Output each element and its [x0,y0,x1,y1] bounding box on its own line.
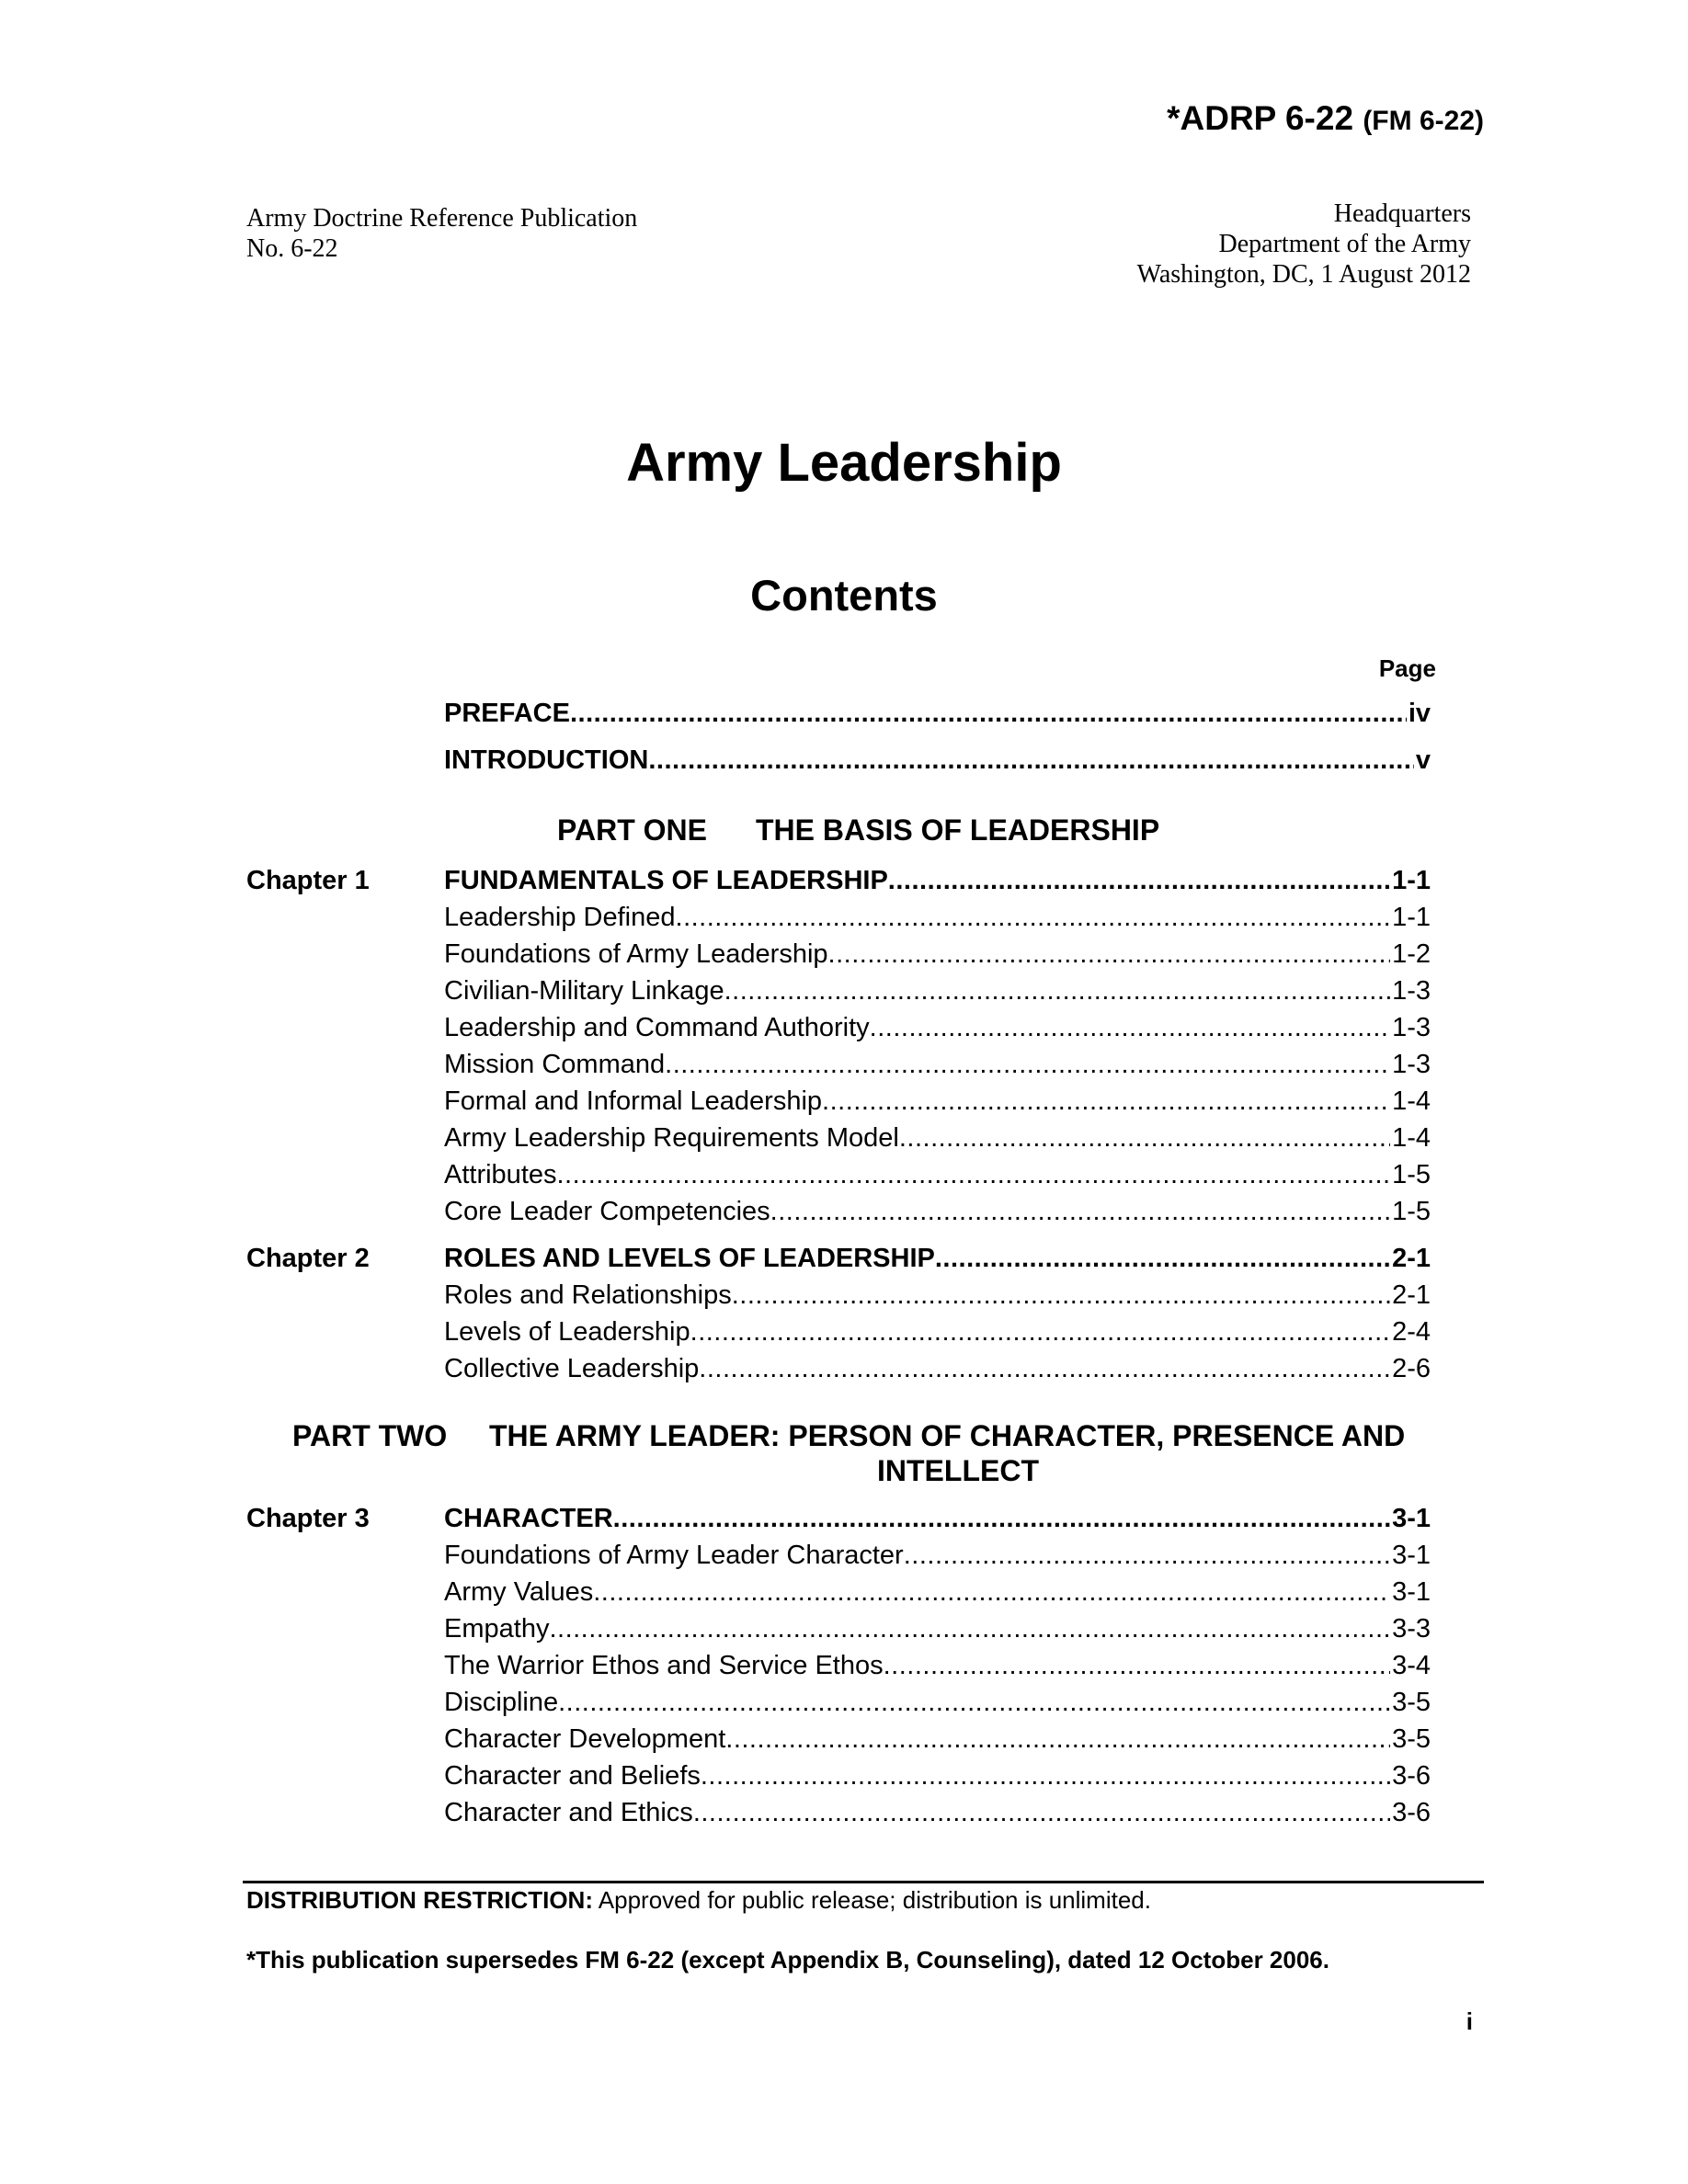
toc-entry-label: Core Leader Competencies [444,1197,770,1226]
headquarters-block [1137,199,1471,290]
toc-entry[interactable] [444,1686,1431,1719]
toc-entry[interactable] [444,1612,1431,1645]
toc-entry-label: Character and Beliefs [444,1761,701,1791]
part-two-title-line-1: THE ARMY LEADER: PERSON OF CHARACTER, PRESENCE AND [489,1419,1406,1452]
toc-entry[interactable] [444,1759,1431,1792]
toc-entry[interactable] [444,901,1431,934]
toc-leader-dots [724,974,1390,1007]
page-title: Army Leadership [626,433,1062,493]
contents-heading: Contents [750,571,938,620]
toc-entry[interactable] [444,1085,1431,1118]
toc-leader-dots [557,1158,1391,1191]
toc-entry-page: 3-5 [1392,1688,1431,1717]
part-two-title-line-2: INTELLECT [877,1454,1039,1487]
toc-entry-page: 1-3 [1392,1013,1431,1042]
part-one-number: PART ONE [557,813,707,847]
page-number: i [1466,2008,1473,2035]
toc-leader-dots [648,744,1414,777]
toc-entry-label: ROLES AND LEVELS OF LEADERSHIP [444,1244,935,1273]
toc-entry-page: 2-1 [1392,1244,1431,1273]
toc-entry[interactable] [444,1352,1431,1385]
toc-entry-label: Collective Leadership [444,1354,700,1383]
toc-entry[interactable] [444,1723,1431,1756]
toc-entry-label: Leadership and Command Authority [444,1013,870,1042]
footer-divider [243,1881,1484,1883]
toc-leader-dots [870,1011,1390,1044]
toc-leader-dots [884,1649,1390,1682]
toc-entry-label: Civilian-Military Linkage [444,976,724,1006]
toc-leader-dots [558,1686,1390,1719]
publication-number: No. 6-22 [246,234,338,263]
toc-entry-label: Levels of Leadership [444,1317,690,1347]
toc-leader-dots [549,1612,1390,1645]
hq-line-2: Department of the Army [1218,230,1471,258]
toc-entry-label: Roles and Relationships [444,1280,732,1310]
part-two-number: PART TWO [292,1419,448,1452]
publication-block [246,203,637,264]
toc-leader-dots [690,1315,1390,1348]
toc-leader-dots [888,864,1390,897]
distribution-label: DISTRIBUTION RESTRICTION: [246,1886,593,1914]
toc-entry-label: PREFACE [444,699,570,728]
toc-entry-page: 2-1 [1392,1280,1431,1310]
toc-entry[interactable] [444,1048,1431,1081]
toc-leader-dots [822,1085,1390,1118]
publication-title: Army Doctrine Reference Publication [246,204,638,233]
toc-entry-page: 3-1 [1392,1577,1431,1607]
toc-leader-dots [935,1242,1390,1275]
toc-entry-introduction[interactable] [444,744,1431,777]
toc-chapter-1[interactable] [444,864,1431,897]
toc-entry[interactable] [444,1121,1431,1155]
toc-entry-page: 3-6 [1392,1798,1431,1827]
toc-leader-dots [701,1759,1390,1792]
toc-entry-page: iv [1408,699,1431,728]
toc-leader-dots [725,1723,1390,1756]
document-number [1167,99,1484,138]
toc-entry-label: Discipline [444,1688,559,1717]
toc-leader-dots [613,1502,1390,1535]
toc-entry-label: Army Leadership Requirements Model [444,1123,899,1153]
toc-leader-dots [699,1352,1390,1385]
toc-entry[interactable] [444,1315,1431,1348]
doc-superseded-number: (FM 6-22) [1363,106,1484,136]
toc-entry[interactable] [444,1011,1431,1044]
toc-entry[interactable] [444,1195,1431,1228]
toc-entry-label: INTRODUCTION [444,745,649,775]
toc-leader-dots [676,901,1391,934]
toc-entry-label: Army Values [444,1577,594,1607]
toc-entry[interactable] [444,1158,1431,1191]
toc-entry-page: 1-2 [1392,939,1431,969]
toc-leader-dots [570,697,1407,730]
toc-entry-label: Foundations of Army Leader Character [444,1541,904,1570]
toc-entry[interactable] [444,1796,1431,1829]
chapter-1-label: Chapter 1 [246,866,370,895]
toc-entry-label: CHARACTER [444,1504,613,1533]
toc-entry-label: Empathy [444,1614,550,1644]
toc-entry-page: 2-4 [1392,1317,1431,1347]
toc-entry-page: 3-1 [1392,1541,1431,1570]
toc-entry-label: Mission Command [444,1050,666,1079]
toc-entry-page: 1-1 [1392,903,1431,932]
toc-entry-page: 3-6 [1392,1761,1431,1791]
toc-entry-page: 1-5 [1392,1160,1431,1189]
toc-chapter-2[interactable] [444,1242,1431,1275]
doc-main-number: *ADRP 6-22 [1167,99,1354,137]
toc-entry-page: 1-3 [1392,976,1431,1006]
toc-leader-dots [770,1195,1390,1228]
toc-entry-label: Character and Ethics [444,1798,693,1827]
toc-leader-dots [904,1539,1390,1572]
chapter-3-label: Chapter 3 [246,1504,370,1533]
toc-entry[interactable] [444,938,1431,971]
toc-entry-page: v [1415,745,1431,775]
toc-entry-page: 1-4 [1392,1123,1431,1153]
toc-leader-dots [899,1121,1390,1155]
supersedes-note: *This publication supersedes FM 6-22 (except Appendix B, Counseling), dated 12 October 2006. [246,1946,1329,1974]
toc-entry-label: Character Development [444,1724,726,1754]
toc-leader-dots [828,938,1391,971]
toc-leader-dots [693,1796,1390,1829]
toc-entry-preface[interactable] [444,697,1431,730]
toc-entry-label: Attributes [444,1160,557,1189]
distribution-text: Approved for public release; distribution is unlimited. [593,1886,1151,1914]
toc-entry-page: 1-3 [1392,1050,1431,1079]
toc-entry-label: Foundations of Army Leadership [444,939,828,969]
page-column-label: Page [1378,654,1436,682]
toc-leader-dots [665,1048,1390,1081]
toc-entry-page: 1-4 [1392,1086,1431,1116]
toc-entry[interactable] [444,974,1431,1007]
toc-entry-page: 3-4 [1392,1651,1431,1680]
chapter-2-label: Chapter 2 [246,1244,370,1273]
hq-line-3: Washington, DC, 1 August 2012 [1136,260,1471,289]
part-one-title: THE BASIS OF LEADERSHIP [756,813,1160,847]
toc-leader-dots [593,1575,1390,1609]
hq-line-1: Headquarters [1333,199,1471,228]
toc-leader-dots [732,1279,1390,1312]
toc-entry-page: 1-5 [1392,1197,1431,1226]
distribution-restriction [246,1886,1151,1915]
toc-entry-page: 3-1 [1392,1504,1431,1533]
toc-entry-page: 2-6 [1392,1354,1431,1383]
toc-entry-label: The Warrior Ethos and Service Ethos [444,1651,884,1680]
toc-entry-page: 1-1 [1392,866,1431,895]
toc-entry-page: 3-3 [1392,1614,1431,1644]
toc-entry[interactable] [444,1279,1431,1312]
toc-chapter-3[interactable] [444,1502,1431,1535]
toc-entry-label: Formal and Informal Leadership [444,1086,823,1116]
toc-entry[interactable] [444,1649,1431,1682]
toc-entry[interactable] [444,1539,1431,1572]
toc-entry-label: Leadership Defined [444,903,676,932]
toc-entry[interactable] [444,1575,1431,1609]
toc-entry-page: 3-5 [1392,1724,1431,1754]
toc-entry-label: FUNDAMENTALS OF LEADERSHIP [444,866,888,895]
